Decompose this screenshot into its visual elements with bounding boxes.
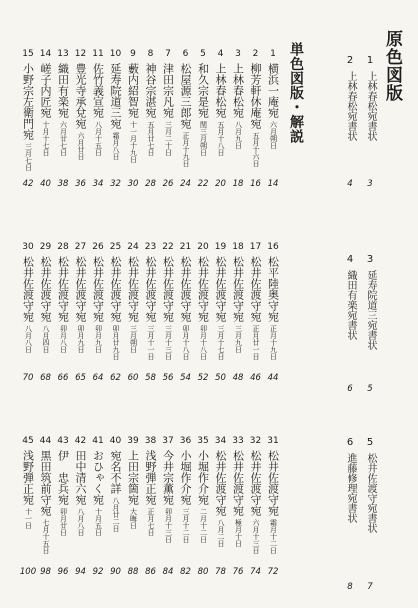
plate-title: 松井佐渡守宛 (196, 256, 210, 322)
toc-entry (22, 50, 34, 220)
plate-title: 小堀作介宛 (196, 450, 210, 505)
plate-title: 進藤修理宛書状 (345, 453, 356, 523)
plate-title: 上林春松宛書状 (365, 71, 376, 141)
page-number: 62 (110, 373, 121, 383)
plate-title: 松平陸奥守宛 (266, 256, 280, 322)
plate-number: 20 (197, 242, 209, 252)
plate-title: 柳芳軒休庵宛 (249, 63, 262, 129)
plate-date: 七月十五日 (42, 519, 50, 554)
page-number: 90 (110, 567, 121, 577)
plate-date: 六月廿七日 (59, 121, 68, 156)
plate-title: 今井宗薫宛 (161, 450, 175, 505)
plate-title: 松井佐渡守宛 (91, 256, 105, 322)
plate-number: 28 (57, 242, 69, 252)
page-number: 6 (347, 384, 353, 394)
toc-entry (180, 437, 192, 607)
plate-title: 松井佐渡守宛書状 (365, 453, 376, 533)
mono-plates-heading: 単色図版・解説 (288, 42, 304, 144)
plate-date: 五月廿七日 (147, 121, 155, 156)
plate-date: 卯月十八日 (182, 325, 190, 360)
plate-date: 六月十三日 (252, 519, 260, 554)
plate-number: 31 (267, 436, 279, 446)
page-number: 42 (22, 179, 34, 189)
color-plates-heading: 原色図版 (382, 30, 402, 102)
page-number: 20 (215, 179, 226, 189)
plate-date: 卯月九日 (77, 325, 85, 353)
plate-title: 延寿院道三宛 (109, 63, 122, 129)
plate-title: 松井佐渡守宛 (144, 256, 157, 322)
page-number: 40 (40, 179, 51, 189)
page-number: 54 (180, 373, 191, 383)
toc-entry (215, 243, 227, 413)
plate-number: 18 (232, 242, 244, 252)
page-number: 48 (232, 373, 244, 383)
plate-title: 横浜一庵宛 (266, 63, 280, 118)
toc-entry (75, 243, 87, 413)
toc-entry (232, 243, 244, 413)
plate-title: 松井佐渡守宛 (231, 450, 245, 516)
plate-number: 33 (232, 436, 244, 446)
toc-entry (75, 50, 87, 220)
page-number: 74 (250, 567, 261, 577)
plate-number: 15 (22, 49, 34, 59)
plate-title: 田中清六宛 (74, 450, 87, 505)
plate-number: 22 (162, 242, 174, 252)
page-number: 88 (127, 567, 139, 577)
toc-entry (344, 255, 356, 425)
page-number: 36 (75, 179, 86, 189)
toc-entry (162, 50, 174, 220)
plate-title: 上林春松宛書状 (345, 71, 356, 141)
plate-date: 正月十九日 (182, 132, 190, 167)
toc-entry (197, 437, 209, 607)
toc-entry (364, 56, 376, 226)
plate-date: 八月八日 (24, 325, 33, 353)
plate-title: 上田宗箇宛 (126, 450, 140, 505)
page-number: 30 (127, 179, 139, 189)
plate-date: 卯月八日 (59, 325, 68, 353)
toc-entry (197, 50, 209, 220)
plate-title: 松井佐渡守宛 (109, 256, 122, 322)
page-number: 50 (215, 373, 226, 383)
toc-entry (57, 50, 69, 220)
page-number: 100 (19, 567, 37, 577)
page-number: 26 (162, 179, 174, 189)
page-number: 24 (180, 179, 191, 189)
toc-entry (364, 255, 376, 425)
plate-date: 六月朔日 (269, 121, 278, 149)
toc-entry (344, 56, 356, 226)
plate-title: 松井佐渡守宛 (161, 256, 175, 322)
page-number: 66 (57, 373, 69, 383)
plate-title: 松井佐渡守宛 (214, 450, 227, 516)
plate-date: 三月十七日 (217, 325, 225, 360)
plate-number: 36 (179, 436, 192, 446)
toc-entry (57, 243, 69, 413)
plate-date: 卯月廿九日 (112, 325, 120, 360)
toc-entry (22, 243, 34, 413)
plate-date: 卯月十三日 (164, 508, 173, 543)
plate-date: 霜月十二日 (269, 519, 278, 554)
page-number: 4 (347, 179, 353, 189)
page-number: 76 (232, 567, 244, 577)
page-number: 46 (250, 373, 261, 383)
page-number: 8 (347, 582, 353, 592)
plate-date: 閏三月朔日 (199, 121, 208, 156)
plate-title: 松井佐渡守宛 (249, 256, 262, 322)
plate-date: 八月二日 (217, 519, 225, 547)
plate-number: 19 (214, 242, 227, 252)
plate-number: 37 (162, 436, 174, 446)
toc-entry (110, 243, 122, 413)
page-number: 70 (22, 373, 34, 383)
plate-number: 45 (22, 436, 34, 446)
plate-date: 二月十二日 (199, 508, 208, 543)
plate-title: 松屋源三郎宛 (179, 63, 192, 129)
plate-number: 12 (74, 49, 87, 59)
page-number: 86 (145, 567, 156, 577)
plate-title: 松井佐渡守宛 (126, 256, 140, 322)
page-number: 5 (367, 384, 373, 394)
page-number: 98 (40, 567, 51, 577)
plate-number: 43 (57, 436, 69, 446)
plate-number: 42 (74, 436, 87, 446)
plate-title: 和久宗是宛 (196, 63, 210, 118)
toc-entry (40, 50, 52, 220)
plate-number: 39 (127, 436, 139, 446)
plate-title: 松井佐渡守宛 (21, 256, 35, 322)
plate-number: 41 (92, 436, 104, 446)
plate-title: 藪内紹智宛 (126, 63, 140, 118)
page-number: 60 (127, 373, 139, 383)
plate-number: 1 (366, 55, 374, 66)
toc-entry (145, 50, 157, 220)
plate-number: 6 (182, 49, 189, 59)
toc-entry (162, 437, 174, 607)
toc-entry (145, 437, 157, 607)
plate-number: 4 (346, 254, 354, 265)
plate-title: 小堀作介宛 (179, 450, 192, 505)
plate-title: 松井佐渡守宛 (39, 256, 52, 322)
plate-date: 正月七日 (147, 508, 155, 536)
plate-date: 六月廿日 (77, 132, 85, 160)
plate-title: 浅野弾正宛 (144, 450, 157, 505)
plate-number: 1 (270, 49, 276, 59)
toc-entry (215, 50, 227, 220)
plate-title: 松井佐渡守宛 (231, 256, 245, 322)
plate-number: 3 (366, 254, 374, 265)
plate-title: 宛名不詳 (109, 450, 122, 494)
plate-title: 松井佐渡守宛 (266, 450, 280, 516)
plate-title: おひゃく宛 (91, 450, 105, 505)
plate-number: 29 (39, 242, 52, 252)
page-number: 7 (367, 582, 373, 592)
plate-number: 2 (252, 49, 259, 59)
page-number: 52 (197, 373, 209, 383)
toc-entry (267, 50, 279, 220)
page-number: 94 (75, 567, 86, 577)
plate-date: 八月九日 (234, 121, 243, 149)
plate-number: 8 (147, 49, 154, 59)
toc-entry (40, 243, 52, 413)
plate-title: 松井佐渡守宛 (249, 450, 262, 516)
plate-title: 松井佐渡守宛 (74, 256, 87, 322)
toc-entry (127, 437, 139, 607)
toc-entry (127, 50, 139, 220)
plate-title: 織田有楽宛書状 (345, 270, 356, 340)
page-number: 72 (267, 567, 279, 577)
toc-entry (215, 437, 227, 607)
plate-date: 八月四日 (42, 325, 50, 353)
page-number: 18 (232, 179, 244, 189)
plate-date: 十一日 (24, 508, 33, 529)
plate-date: 五月十六日 (252, 132, 260, 167)
plate-date: 三月十三日 (164, 325, 173, 360)
plate-date: 卯月九日 (94, 325, 103, 353)
plate-date: 十月十七日 (42, 121, 50, 156)
toc-entry (180, 243, 192, 413)
page-number: 56 (162, 373, 174, 383)
plate-date: 三月二十日 (164, 121, 173, 156)
plate-number: 35 (197, 436, 209, 446)
page-number: 68 (40, 373, 51, 383)
plate-number: 3 (235, 49, 241, 59)
toc-entry (145, 243, 157, 413)
plate-title: 豊光寺承兌宛 (74, 63, 87, 129)
plate-date: 霜月八日 (112, 132, 120, 160)
plate-date: 三月十一日 (147, 325, 155, 360)
plate-date: 八月八日 (77, 508, 85, 536)
plate-number: 40 (109, 436, 122, 446)
plate-date: 三月朔日 (129, 325, 138, 353)
toc-entry (162, 243, 174, 413)
toc-entry (180, 50, 192, 220)
plate-title: 浅野弾正宛 (21, 450, 35, 505)
toc-entry (250, 50, 262, 220)
plate-date: 八月廿二日 (112, 497, 120, 532)
toc-entry (75, 437, 87, 607)
plate-number: 38 (144, 436, 157, 446)
plate-title: 黒田筑前守宛 (39, 450, 52, 516)
plate-number: 26 (92, 242, 104, 252)
plate-date: 三月九日 (234, 325, 243, 353)
plate-date: 三月七日 (24, 143, 33, 171)
page-number: 58 (145, 373, 156, 383)
plate-title: 嵯子内匠宛 (39, 63, 52, 118)
plate-number: 34 (214, 436, 227, 446)
plate-date: 正月廿一日 (252, 325, 260, 360)
toc-entry (267, 243, 279, 413)
plate-date: 大晦日 (129, 508, 138, 529)
plate-number: 4 (217, 49, 224, 59)
page-number: 65 (75, 373, 86, 383)
toc-entry (127, 243, 139, 413)
plate-date: 卯月廿日 (59, 508, 68, 536)
plate-number: 14 (39, 49, 52, 59)
plate-number: 25 (109, 242, 122, 252)
plate-title: 小野宗左衛門宛 (21, 63, 35, 140)
page-number: 96 (57, 567, 69, 577)
plate-title: 松井佐渡守宛 (56, 256, 70, 322)
toc-entry (110, 50, 122, 220)
toc-entry (92, 50, 104, 220)
plate-date: 卯月十八日 (199, 325, 208, 360)
plate-title: 延寿院道三宛書状 (365, 270, 376, 350)
plate-date: 五月十八日 (217, 121, 225, 156)
toc-entry (250, 437, 262, 607)
toc-entry (92, 243, 104, 413)
plate-date: 極月十日 (234, 519, 243, 547)
plate-title: 上林春松宛 (214, 63, 227, 118)
page-number: 16 (250, 179, 261, 189)
page-number: 34 (92, 179, 104, 189)
toc-entry (197, 243, 209, 413)
plate-number: 2 (346, 55, 354, 66)
page-number: 22 (197, 179, 209, 189)
plate-number: 13 (57, 49, 69, 59)
plate-number: 32 (249, 436, 262, 446)
page-number: 84 (162, 567, 174, 577)
page-number: 78 (215, 567, 226, 577)
plate-number: 27 (74, 242, 87, 252)
plate-title: 上林春松宛 (231, 63, 245, 118)
plate-date: 三月十二日 (182, 508, 190, 543)
plate-number: 24 (127, 242, 139, 252)
plate-title: 津田宗凡宛 (161, 63, 175, 118)
plate-number: 44 (39, 436, 52, 446)
plate-number: 6 (346, 437, 354, 448)
toc-entry (267, 437, 279, 607)
plate-title: 松井佐渡守宛 (214, 256, 227, 322)
plate-date: 正月十九日 (269, 325, 278, 360)
plate-number: 16 (267, 242, 279, 252)
plate-number: 30 (22, 242, 34, 252)
page-number: 80 (197, 567, 209, 577)
toc-entry (232, 437, 244, 607)
toc-entry (250, 243, 262, 413)
toc-entry (110, 437, 122, 607)
page-number: 64 (92, 373, 104, 383)
page-number: 38 (57, 179, 69, 189)
toc-entry (40, 437, 52, 607)
plate-number: 17 (249, 242, 262, 252)
plate-date: 十一月十九日 (129, 121, 138, 163)
page-number: 3 (367, 179, 373, 189)
plate-number: 21 (179, 242, 192, 252)
toc-entry (92, 437, 104, 607)
plate-title: 神谷宗湛宛 (144, 63, 157, 118)
plate-date: 十月五日 (94, 508, 103, 536)
plate-title: 織田有楽宛 (56, 63, 70, 118)
plate-title: 伊 忠兵宛 (56, 450, 70, 505)
plate-date: 八月十五日 (94, 121, 103, 156)
plate-number: 10 (109, 49, 122, 59)
plate-number: 11 (92, 49, 104, 59)
plate-number: 5 (366, 437, 374, 448)
page-number: 44 (267, 373, 279, 383)
page-number: 32 (110, 179, 121, 189)
plate-number: 23 (144, 242, 157, 252)
page-number: 92 (92, 567, 104, 577)
page-number: 28 (145, 179, 156, 189)
plate-number: 5 (200, 49, 206, 59)
plate-title: 松井佐渡守宛 (179, 256, 192, 322)
toc-entry (19, 436, 37, 607)
page-number: 14 (267, 179, 279, 189)
toc-entry (57, 437, 69, 607)
page-number: 82 (180, 567, 191, 577)
plate-number: 9 (130, 49, 136, 59)
toc-entry (232, 50, 244, 220)
plate-number: 7 (165, 49, 171, 59)
plate-title: 佐竹義宣宛 (91, 63, 105, 118)
